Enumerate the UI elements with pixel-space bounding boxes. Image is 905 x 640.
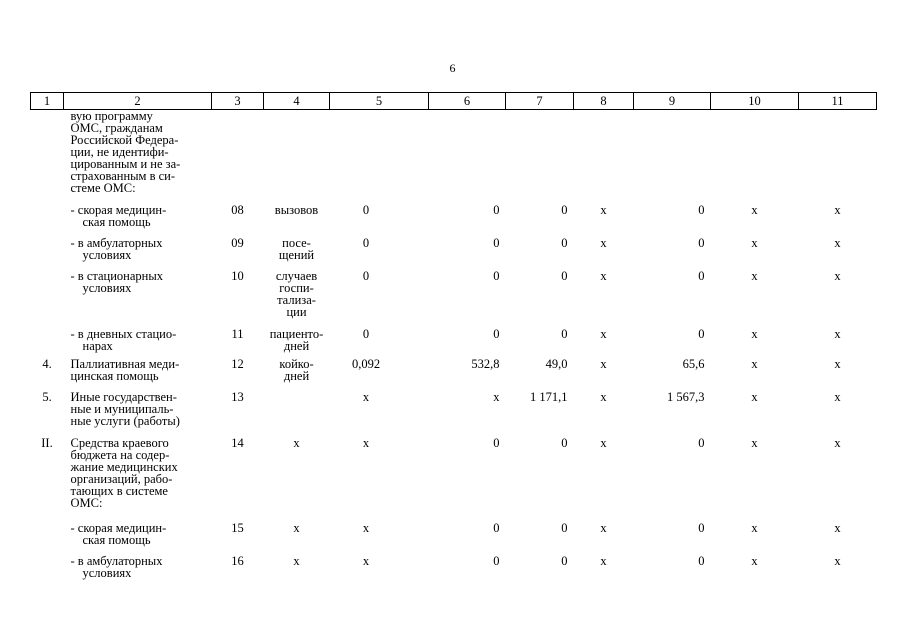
cell-col-10: x	[751, 268, 758, 283]
cell-col-10: x	[751, 553, 758, 568]
cell-col-3: 13	[231, 389, 244, 404]
cell-col-10	[711, 110, 799, 202]
cell-col-5: 0	[362, 326, 370, 341]
cell-col-5: x	[362, 520, 370, 535]
cell-col-5	[330, 110, 429, 202]
cell-col-11: x	[834, 268, 841, 283]
cell-col-2: - в дневных стацио- нарах	[70, 326, 177, 353]
cell-col-6: 0	[493, 435, 500, 450]
cell-col-9: 0	[698, 268, 705, 283]
cell-col-5: 0	[362, 268, 370, 283]
table-row	[31, 389, 877, 435]
cell-col-8: x	[600, 202, 607, 217]
cell-col-4	[264, 110, 330, 202]
column-header: 7	[506, 93, 574, 110]
table-row	[31, 356, 877, 389]
cell-col-6: 0	[493, 202, 500, 217]
cell-col-2: Паллиативная меди- цинская помощь	[70, 356, 180, 383]
cell-col-8: x	[600, 268, 607, 283]
cell-col-9: 0	[698, 202, 705, 217]
column-header: 1	[31, 93, 64, 110]
column-header: 3	[212, 93, 264, 110]
cell-col-6: 0	[493, 326, 500, 341]
cell-col-9: 0	[698, 235, 705, 250]
cell-col-9: 0	[698, 326, 705, 341]
cell-col-9	[634, 110, 711, 202]
cell-col-11: x	[834, 520, 841, 535]
cell-col-10: x	[751, 435, 758, 450]
cell-col-9: 0	[698, 520, 705, 535]
cell-col-6: 0	[493, 553, 500, 568]
cell-col-2: - в амбулаторных условиях	[70, 553, 163, 580]
cell-col-2: Иные государствен- ные и муниципаль- ные услуги (работы)	[70, 389, 180, 428]
cell-col-5: 0,092	[351, 356, 381, 371]
cell-col-5: 0	[362, 235, 370, 250]
cell-col-8: x	[600, 326, 607, 341]
table-row	[31, 110, 877, 202]
cell-col-11: x	[834, 389, 841, 404]
cell-col-8: x	[600, 435, 607, 450]
cell-col-5: x	[362, 389, 370, 404]
cell-col-10: x	[751, 520, 758, 535]
cell-col-3: 10	[231, 268, 244, 283]
cell-col-4: вызовов	[274, 202, 319, 217]
cell-col-4: койко- дней	[279, 356, 314, 383]
column-header: 11	[799, 93, 877, 110]
cell-col-1	[31, 553, 64, 583]
cell-col-2: - скорая медицин- ская помощь	[70, 520, 167, 547]
cell-col-8: x	[600, 356, 607, 371]
cell-col-7: 0	[561, 520, 568, 535]
cell-col-8: x	[600, 235, 607, 250]
cell-col-6: x	[493, 389, 500, 404]
cell-col-1	[31, 520, 64, 553]
cell-col-5: x	[362, 435, 370, 450]
cell-col-9: 65,6	[682, 356, 705, 371]
cell-col-2: Средства краевого бюджета на содер- жание медицинских организаций, рабо- тающих в системе ОМС:	[70, 435, 178, 510]
cell-col-10: x	[751, 202, 758, 217]
cell-col-9: 0	[698, 435, 705, 450]
cell-col-3: 16	[231, 553, 244, 568]
cell-col-6: 0	[493, 520, 500, 535]
cell-col-4: посе- щений	[278, 235, 315, 262]
table-row	[31, 326, 877, 356]
cell-col-11	[799, 110, 877, 202]
cell-col-1	[31, 268, 64, 326]
table-row	[31, 520, 877, 553]
cell-col-1	[31, 202, 64, 235]
cell-col-1: 4.	[42, 356, 52, 371]
cell-col-11: x	[834, 356, 841, 371]
cell-col-1	[31, 110, 64, 202]
cell-col-2: - в стационарных условиях	[70, 268, 163, 295]
column-header: 9	[634, 93, 711, 110]
column-header: 10	[711, 93, 799, 110]
table-row	[31, 435, 877, 520]
cell-col-6: 0	[493, 235, 500, 250]
cell-col-3: 14	[231, 435, 244, 450]
cell-col-6: 532,8	[471, 356, 500, 371]
cell-col-7: 0	[561, 326, 568, 341]
cell-col-11: x	[834, 553, 841, 568]
column-header: 4	[264, 93, 330, 110]
data-table	[30, 92, 877, 583]
cell-col-2: - в амбулаторных условиях	[70, 235, 163, 262]
cell-col-3: 12	[231, 356, 244, 371]
cell-col-1	[31, 235, 64, 268]
cell-col-4	[264, 389, 330, 435]
cell-col-1: II.	[41, 435, 53, 450]
table-header-row	[31, 93, 877, 110]
cell-col-7: 0	[561, 235, 568, 250]
cell-col-10: x	[751, 326, 758, 341]
column-header: 6	[429, 93, 506, 110]
cell-col-9: 1 567,3	[667, 389, 705, 404]
cell-col-7: 0	[561, 268, 568, 283]
cell-col-8: x	[600, 553, 607, 568]
cell-col-7: 0	[561, 202, 568, 217]
cell-col-3: 15	[231, 520, 244, 535]
cell-col-6	[429, 110, 506, 202]
cell-col-11: x	[834, 326, 841, 341]
cell-col-7	[506, 110, 574, 202]
table-row	[31, 202, 877, 235]
cell-col-8: x	[600, 389, 607, 404]
cell-col-10: x	[751, 389, 758, 404]
cell-col-8	[574, 110, 634, 202]
cell-col-9: 0	[698, 553, 705, 568]
cell-col-1	[31, 326, 64, 356]
table-row	[31, 235, 877, 268]
cell-col-8: x	[600, 520, 607, 535]
cell-col-5: 0	[362, 202, 370, 217]
cell-col-3	[212, 110, 264, 202]
cell-col-7: 1 171,1	[530, 389, 568, 404]
column-header: 8	[574, 93, 634, 110]
table-row	[31, 268, 877, 326]
cell-col-7: 0	[561, 435, 568, 450]
cell-col-2: вую программу ОМС, гражданам Российской Федера- ции, не идентифи- цированным и не за- страхованным в си- стеме ОМС:	[70, 109, 181, 195]
cell-col-2: - скорая медицин- ская помощь	[70, 202, 167, 229]
cell-col-7: 0	[561, 553, 568, 568]
cell-col-3: 08	[231, 202, 244, 217]
cell-col-4: пациенто- дней	[269, 326, 324, 353]
cell-col-4: случаев госпи- тализа- ции	[275, 268, 318, 319]
cell-col-11: x	[834, 235, 841, 250]
cell-col-11: x	[834, 202, 841, 217]
column-header: 2	[64, 93, 212, 110]
cell-col-4: x	[293, 435, 300, 450]
cell-col-5: x	[362, 553, 370, 568]
cell-col-7: 49,0	[545, 356, 568, 371]
cell-col-10: x	[751, 235, 758, 250]
cell-col-1: 5.	[42, 389, 52, 404]
cell-col-6: 0	[493, 268, 500, 283]
page-number: 6	[449, 61, 456, 75]
cell-col-3: 11	[231, 326, 244, 341]
cell-col-3: 09	[231, 235, 244, 250]
cell-col-4: x	[293, 553, 300, 568]
cell-col-10: x	[751, 356, 758, 371]
cell-col-4: x	[293, 520, 300, 535]
table-row	[31, 553, 877, 583]
column-header: 5	[330, 93, 429, 110]
cell-col-11: x	[834, 435, 841, 450]
